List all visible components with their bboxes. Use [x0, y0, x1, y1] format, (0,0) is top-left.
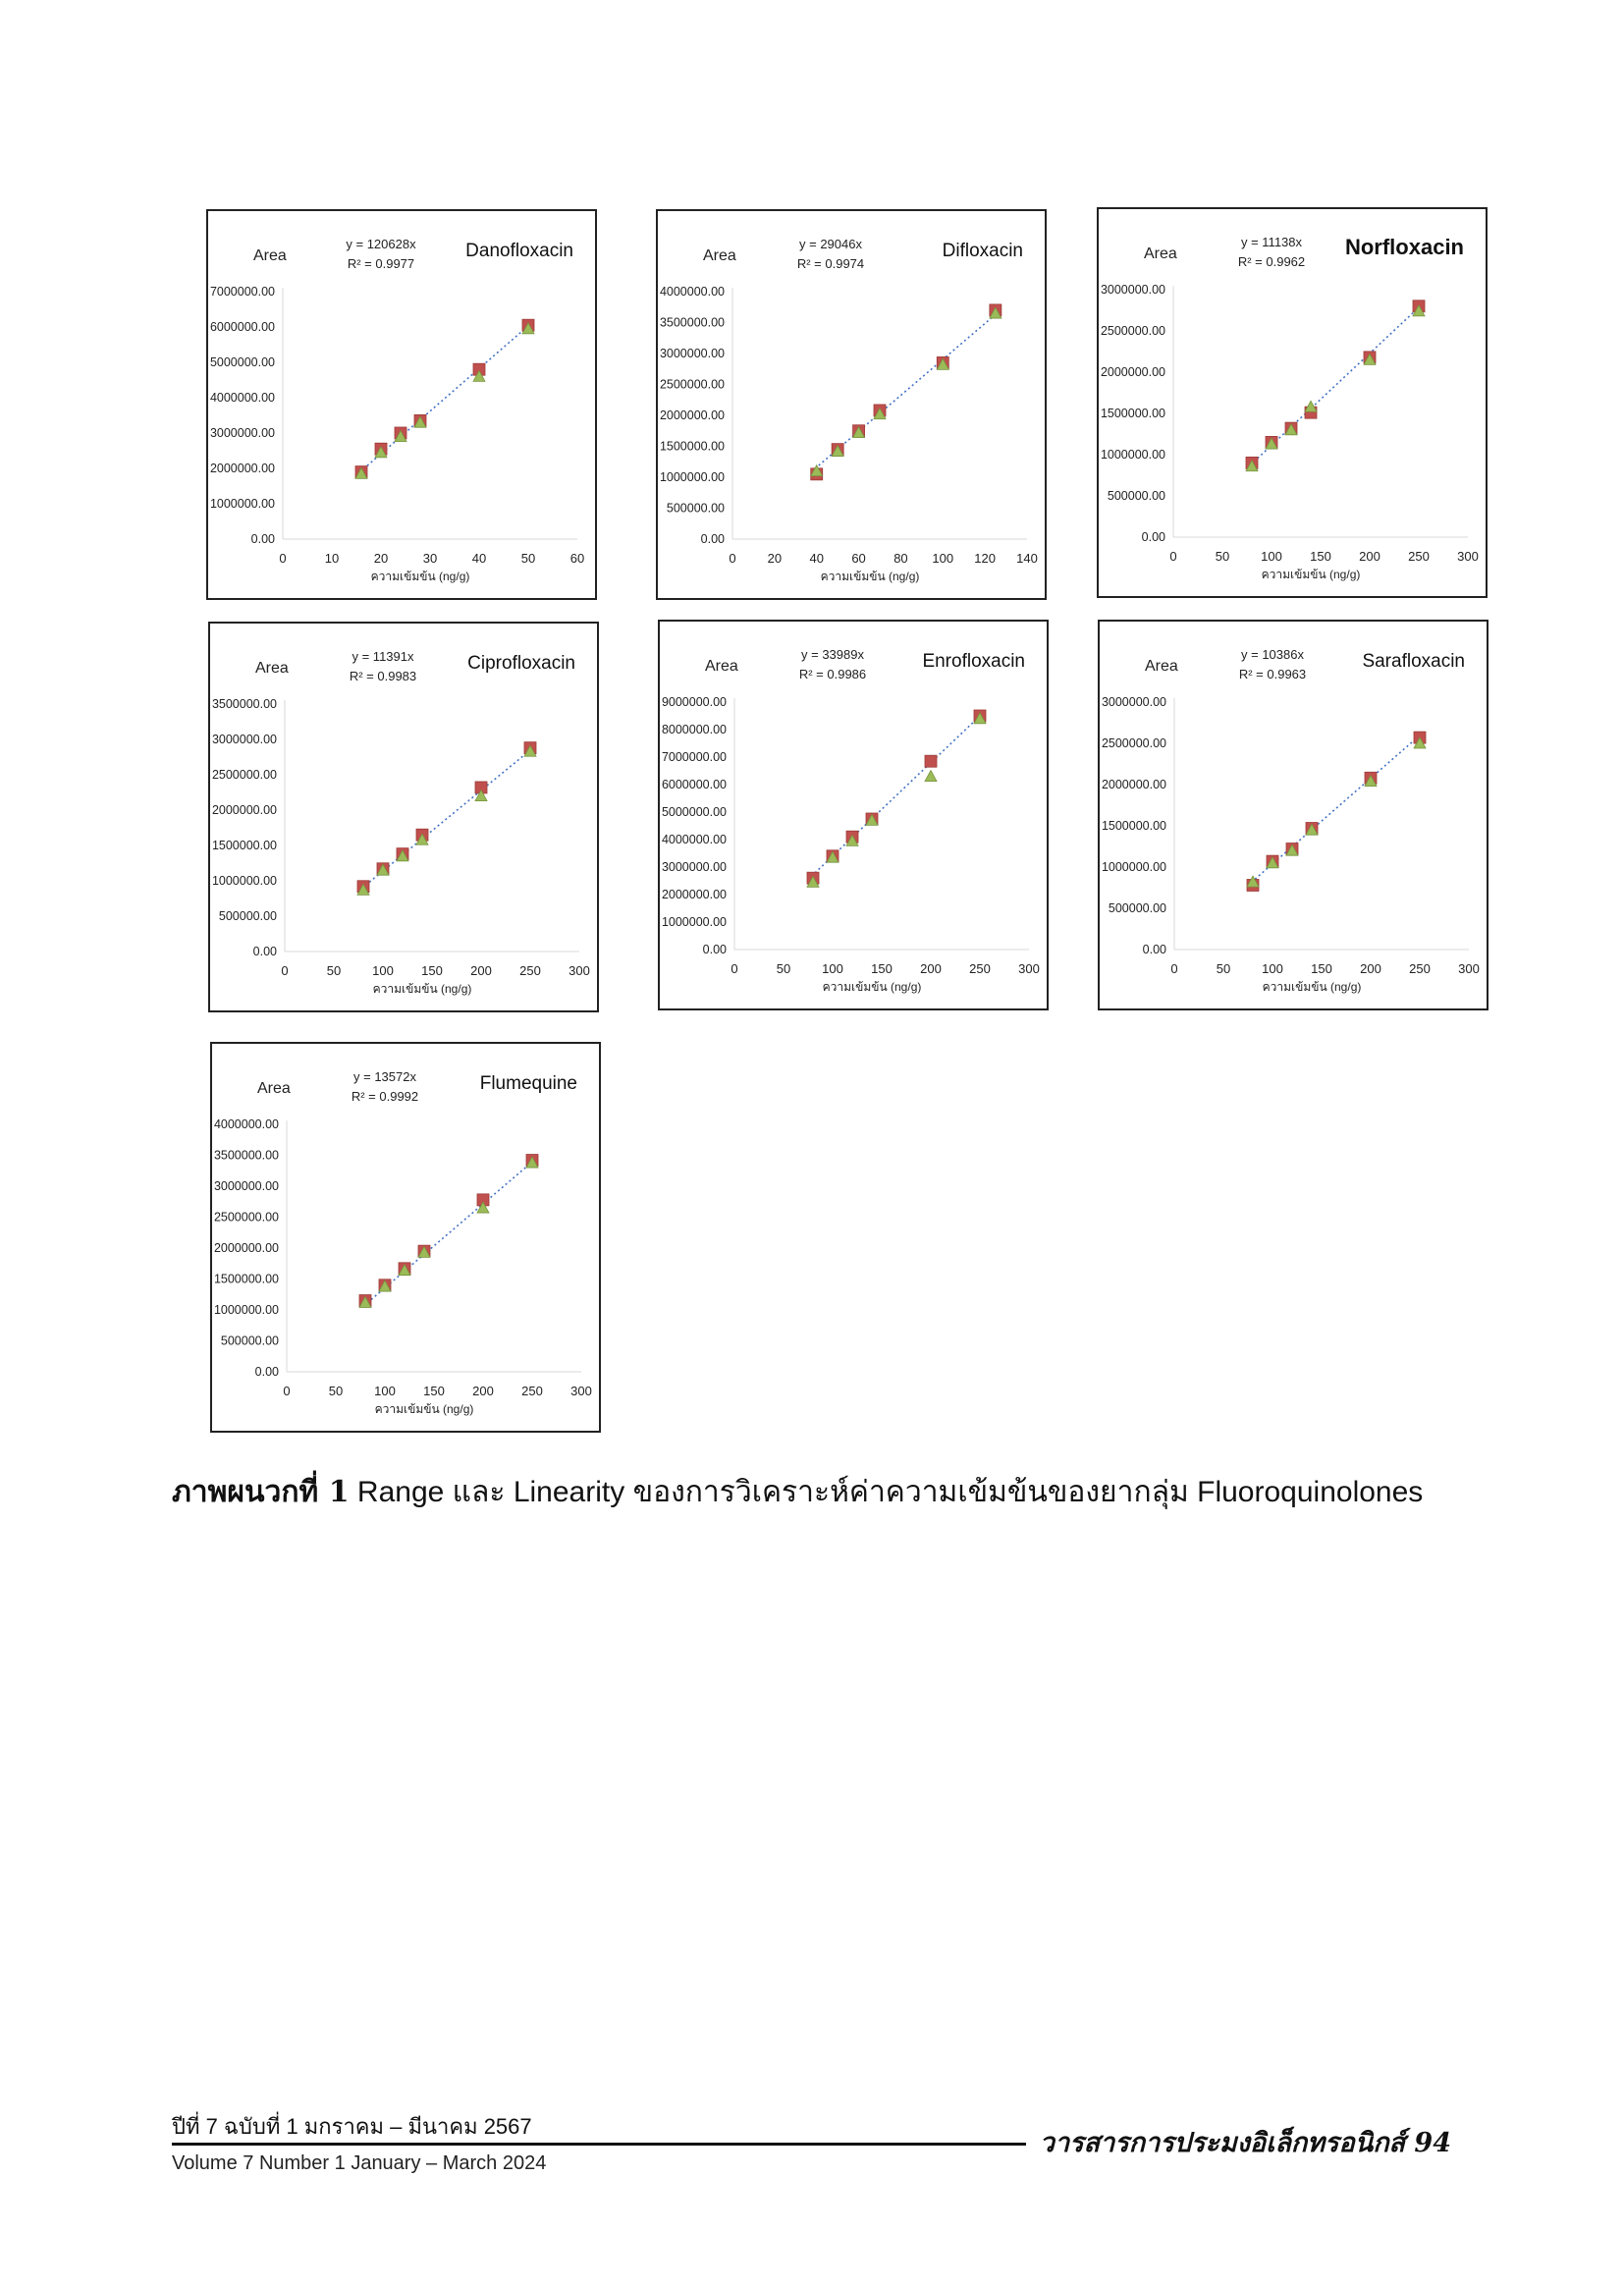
x-tick-label: 120	[974, 551, 996, 566]
y-axis-title: Area	[703, 247, 736, 264]
y-tick-label: 1000000.00	[213, 1303, 279, 1317]
y-tick-label: 6000000.00	[209, 320, 275, 334]
y-tick-label: 0.00	[252, 945, 277, 958]
x-tick-label: 10	[324, 551, 340, 566]
y-tick-label: 7000000.00	[209, 285, 275, 299]
x-tick-label: 250	[1408, 549, 1430, 564]
x-tick-label: 300	[568, 963, 590, 978]
x-tick-label: 50	[520, 551, 536, 566]
y-tick-label: 0.00	[254, 1365, 279, 1379]
chart-title: Norfloxacin	[1344, 235, 1464, 259]
chart-svg	[658, 211, 1045, 598]
x-tick-label: 100	[822, 961, 843, 976]
x-tick-label: 200	[472, 1384, 494, 1398]
x-tick-label: 20	[373, 551, 389, 566]
x-tick-label: 50	[326, 963, 342, 978]
x-tick-label: 0	[283, 1384, 291, 1398]
x-tick-label: 250	[519, 963, 541, 978]
y-axis-title: Area	[705, 658, 738, 675]
x-axis-title: ความเข้มข้น (ng/g)	[822, 980, 922, 994]
x-tick-label: 140	[1016, 551, 1038, 566]
y-tick-label: 1000000.00	[661, 915, 727, 929]
chart-panel-sarafloxacin	[1098, 620, 1489, 1010]
y-tick-label: 500000.00	[220, 1334, 279, 1348]
y-tick-label: 2500000.00	[1100, 324, 1165, 338]
r-squared-label: R² = 0.9986	[798, 667, 867, 681]
y-tick-label: 3000000.00	[211, 733, 277, 746]
chart-title: Ciprofloxacin	[467, 653, 575, 674]
x-tick-label: 0	[1169, 549, 1177, 564]
x-tick-label: 100	[1261, 549, 1282, 564]
chart-svg	[210, 624, 597, 1010]
y-tick-label: 4000000.00	[661, 833, 727, 846]
y-tick-label: 5000000.00	[661, 805, 727, 819]
y-tick-label: 4000000.00	[659, 285, 725, 299]
x-tick-label: 150	[423, 1384, 445, 1398]
y-tick-label: 3000000.00	[209, 426, 275, 440]
y-tick-label: 3000000.00	[213, 1179, 279, 1193]
chart-panel-ciprofloxacin	[208, 622, 599, 1012]
caption-label: ภาพผนวกที่ 1	[172, 1475, 350, 1509]
y-tick-label: 2500000.00	[211, 768, 277, 782]
y-tick-label: 2000000.00	[209, 462, 275, 475]
y-tick-label: 500000.00	[666, 501, 725, 516]
x-tick-label: 60	[569, 551, 585, 566]
x-tick-label: 0	[1170, 961, 1178, 976]
r-squared-label: R² = 0.9983	[349, 669, 417, 683]
y-tick-label: 1000000.00	[1101, 860, 1166, 874]
trendline-equation: y = 11391x	[352, 649, 414, 664]
x-axis-title: ความเข้มข้น (ng/g)	[1262, 980, 1362, 994]
chart-svg	[1099, 209, 1486, 596]
y-tick-label: 0.00	[1142, 943, 1166, 956]
y-tick-label: 0.00	[700, 532, 725, 546]
y-tick-label: 1500000.00	[213, 1272, 279, 1286]
y-tick-label: 1500000.00	[211, 839, 277, 852]
footer-issue-english: Volume 7 Number 1 January – March 2024	[172, 2152, 547, 2174]
y-tick-label: 3500000.00	[213, 1148, 279, 1163]
y-tick-label: 5000000.00	[209, 355, 275, 369]
x-tick-label: 40	[471, 551, 487, 566]
x-tick-label: 300	[1018, 961, 1040, 976]
y-tick-label: 3000000.00	[1100, 283, 1165, 297]
y-tick-label: 2500000.00	[659, 377, 725, 392]
trendline-equation: y = 120628x	[346, 237, 416, 251]
trendline-equation: y = 11138x	[1240, 235, 1303, 249]
chart-svg	[1100, 622, 1487, 1008]
x-tick-label: 50	[1216, 961, 1231, 976]
chart-title: Danofloxacin	[465, 241, 573, 261]
y-tick-label: 8000000.00	[661, 723, 727, 736]
y-tick-label: 1000000.00	[211, 874, 277, 888]
y-tick-label: 7000000.00	[661, 750, 727, 764]
y-tick-label: 2000000.00	[213, 1241, 279, 1255]
chart-panel-difloxacin	[656, 209, 1047, 600]
chart-title: Difloxacin	[942, 241, 1023, 261]
y-axis-title: Area	[1144, 245, 1177, 262]
x-tick-label: 300	[570, 1384, 592, 1398]
y-tick-label: 1500000.00	[1100, 407, 1165, 420]
x-axis-title: ความเข้มข้น (ng/g)	[370, 570, 470, 583]
y-tick-label: 0.00	[1141, 530, 1165, 544]
chart-svg	[208, 211, 595, 598]
x-tick-label: 50	[328, 1384, 344, 1398]
y-tick-label: 3000000.00	[661, 860, 727, 874]
caption-text: Range และ Linearity ของการวิเคราะห์ค่าความเข้มข้นของยากลุ่ม Fluoroquinolones	[349, 1476, 1424, 1508]
y-axis-title: Area	[253, 247, 287, 264]
chart-panel-enrofloxacin	[658, 620, 1049, 1010]
x-axis-title: ความเข้มข้น (ng/g)	[820, 570, 920, 583]
y-axis-title: Area	[1145, 658, 1178, 675]
x-tick-label: 80	[893, 551, 908, 566]
y-tick-label: 3500000.00	[211, 697, 277, 711]
x-tick-label: 30	[422, 551, 438, 566]
y-axis-title: Area	[257, 1080, 291, 1097]
x-tick-label: 50	[776, 961, 791, 976]
x-tick-label: 100	[932, 551, 954, 566]
trendline-equation: y = 10386x	[1241, 647, 1304, 662]
y-axis-title: Area	[255, 660, 289, 677]
y-tick-label: 1000000.00	[659, 470, 725, 484]
x-tick-label: 0	[281, 963, 289, 978]
x-tick-label: 300	[1458, 961, 1480, 976]
data-point-triangle	[925, 771, 937, 782]
x-tick-label: 250	[969, 961, 991, 976]
y-tick-label: 3500000.00	[659, 315, 725, 330]
y-tick-label: 3000000.00	[659, 347, 725, 360]
chart-panel-flumequine	[210, 1042, 601, 1433]
r-squared-label: R² = 0.9963	[1238, 667, 1307, 681]
x-tick-label: 250	[521, 1384, 543, 1398]
x-axis-title: ความเข้มข้น (ng/g)	[372, 982, 472, 996]
y-tick-label: 4000000.00	[213, 1117, 279, 1131]
x-tick-label: 150	[421, 963, 443, 978]
x-tick-label: 200	[1359, 549, 1380, 564]
y-tick-label: 500000.00	[1108, 901, 1166, 915]
x-tick-label: 0	[729, 551, 736, 566]
footer-issue-thai: ปีที่ 7 ฉบับที่ 1 มกราคม – มีนาคม 2567	[172, 2114, 532, 2139]
y-tick-label: 1000000.00	[1100, 448, 1165, 462]
y-tick-label: 1500000.00	[659, 439, 725, 454]
y-tick-label: 2000000.00	[661, 888, 727, 901]
trendline-equation: y = 33989x	[801, 647, 864, 662]
y-tick-label: 500000.00	[1107, 489, 1165, 503]
x-tick-label: 0	[731, 961, 738, 976]
figure-caption	[172, 1469, 1423, 1515]
x-tick-label: 200	[470, 963, 492, 978]
y-tick-label: 1000000.00	[209, 497, 275, 511]
r-squared-label: R² = 0.9977	[347, 256, 415, 271]
footer-rule	[172, 2143, 1026, 2146]
y-tick-label: 2500000.00	[1101, 736, 1166, 750]
y-tick-label: 2000000.00	[1101, 778, 1166, 791]
y-tick-label: 9000000.00	[661, 695, 727, 709]
chart-title: Enrofloxacin	[922, 651, 1025, 672]
x-tick-label: 300	[1457, 549, 1479, 564]
x-tick-label: 40	[809, 551, 824, 566]
chart-panel-danofloxacin	[206, 209, 597, 600]
y-tick-label: 2000000.00	[659, 408, 725, 422]
r-squared-label: R² = 0.9974	[796, 256, 865, 271]
trendline-equation: y = 29046x	[799, 237, 862, 251]
x-tick-label: 250	[1409, 961, 1431, 976]
y-tick-label: 500000.00	[218, 909, 277, 923]
y-tick-label: 2500000.00	[213, 1210, 279, 1225]
chart-svg	[660, 622, 1047, 1008]
x-axis-title: ความเข้มข้น (ng/g)	[1261, 568, 1361, 581]
footer-journal-title: วารสารการประมงอิเล็กทรอนิกส์ 94	[1039, 2128, 1451, 2158]
x-tick-label: 150	[1311, 961, 1332, 976]
x-tick-label: 150	[1310, 549, 1331, 564]
data-point-square	[925, 755, 937, 767]
y-tick-label: 2000000.00	[1100, 365, 1165, 379]
chart-title: Flumequine	[479, 1073, 577, 1094]
x-tick-label: 150	[871, 961, 893, 976]
x-tick-label: 0	[279, 551, 287, 566]
x-axis-title: ความเข้มข้น (ng/g)	[374, 1402, 474, 1416]
y-tick-label: 0.00	[702, 943, 727, 956]
x-tick-label: 60	[851, 551, 866, 566]
chart-title: Sarafloxacin	[1362, 651, 1465, 672]
x-tick-label: 100	[1262, 961, 1283, 976]
r-squared-label: R² = 0.9992	[351, 1089, 419, 1104]
x-tick-label: 100	[374, 1384, 396, 1398]
r-squared-label: R² = 0.9962	[1237, 254, 1306, 269]
x-tick-label: 50	[1215, 549, 1230, 564]
x-tick-label: 20	[767, 551, 783, 566]
x-tick-label: 200	[920, 961, 942, 976]
y-tick-label: 3000000.00	[1101, 695, 1166, 709]
y-tick-label: 0.00	[250, 532, 275, 546]
x-tick-label: 100	[372, 963, 394, 978]
y-tick-label: 6000000.00	[661, 778, 727, 791]
y-tick-label: 2000000.00	[211, 803, 277, 817]
trendline-equation: y = 13572x	[353, 1069, 416, 1084]
y-tick-label: 4000000.00	[209, 391, 275, 405]
chart-panel-norfloxacin	[1097, 207, 1488, 598]
y-tick-label: 1500000.00	[1101, 819, 1166, 833]
x-tick-label: 200	[1360, 961, 1381, 976]
chart-svg	[212, 1044, 599, 1431]
